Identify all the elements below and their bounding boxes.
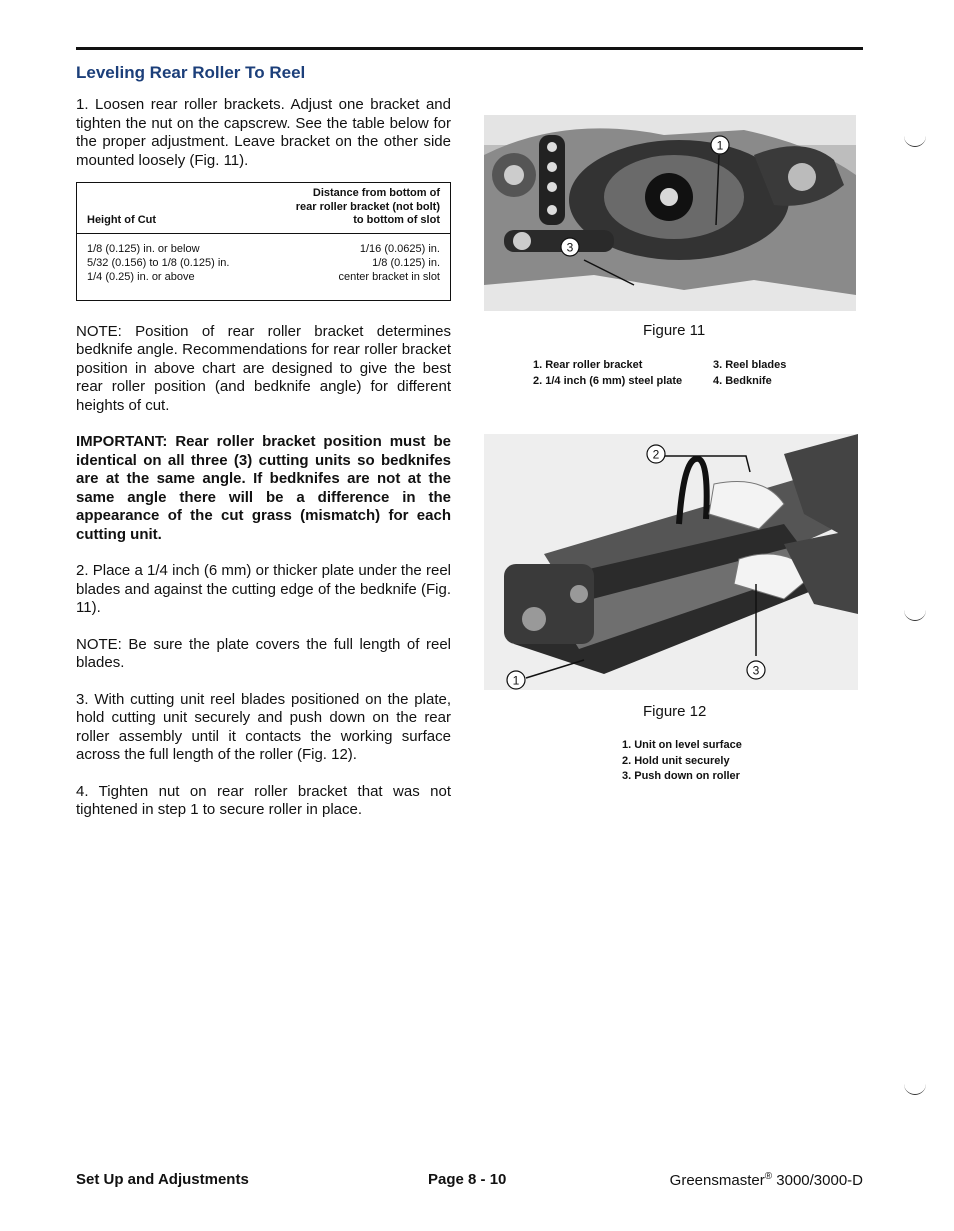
section-title: Leveling Rear Roller To Reel: [76, 63, 306, 82]
step-3: 3. With cutting unit reel blades positioned on the plate, hold cutting unit securely and push down on the rear roller assembly until it contacts the working surface across the full length of the roller (Fig. 12).: [76, 690, 451, 763]
binder-mark: [904, 610, 926, 621]
footer-section: Set Up and Adjustments: [76, 1171, 249, 1188]
legend-item: 1. Unit on level surface: [622, 739, 742, 751]
fig11-callout-1: 1: [716, 138, 724, 153]
fig12-callout-3: 3: [752, 663, 760, 678]
fig12-callout-1: 1: [512, 673, 520, 688]
table-row: 5/32 (0.156) to 1/8 (0.125) in. 1/8 (0.125) in.: [87, 256, 440, 269]
table-row: 1/8 (0.125) in. or below 1/16 (0.0625) in.: [87, 242, 440, 255]
table-header: [77, 183, 450, 234]
legend-item: 1. Rear roller bracket: [533, 359, 643, 371]
legend-item: 4. Bedknife: [713, 374, 772, 387]
step-2: 2. Place a 1/4 inch (6 mm) or thicker plate under the reel blades and against the cutting edge of the bedknife (Fig. 11).: [76, 562, 451, 616]
legend-item: 3. Reel blades: [713, 359, 787, 371]
figure-12-photo: [484, 434, 858, 690]
cutting-unit-illustration: [484, 434, 858, 690]
legend-item: 2. Hold unit securely: [622, 754, 730, 767]
header-height-of-cut: Height of Cut: [87, 214, 157, 226]
instructions-column: [76, 96, 451, 838]
figure-12-legend: [622, 738, 742, 785]
binder-mark: [904, 1084, 926, 1095]
adjustment-table: [76, 182, 451, 301]
important-notice: IMPORTANT: Rear roller bracket position must be identical on all three (3) cutting units so bedknifes are at the same angle. If bedknifes are not at the same angle there will be a difference in the appearance of the cut grass (mismatch) for each cutting unit.: [76, 433, 451, 543]
legend-item: 3. Push down on roller: [622, 770, 740, 782]
fig12-callout-2: 2: [652, 447, 660, 462]
figure-12-title: Figure 12: [643, 703, 707, 720]
reel-bracket-illustration: [484, 115, 856, 311]
note-2: NOTE: Be sure the plate covers the full length of reel blades.: [76, 635, 451, 671]
header-distance: Distance from bottom of rear roller bracket (not bolt) to bottom of slot: [295, 187, 440, 226]
table-row: 1/4 (0.25) in. or above center bracket in slot: [87, 270, 440, 283]
note-1: NOTE: Position of rear roller bracket determines bedknife angle. Recommendations for rear roller bracket position in above chart are designed to give the best rear roller position (and bedknife angle) for different heights of cut.: [76, 322, 451, 414]
figure-11-legend: [533, 358, 803, 389]
figure-11-title: Figure 11: [643, 322, 706, 339]
header-rule: [76, 47, 863, 50]
figure-11-photo: [484, 115, 856, 311]
legend-item: 2. 1/4 inch (6 mm) steel plate: [533, 374, 683, 387]
step-1: 1. Loosen rear roller brackets. Adjust one bracket and tighten the nut on the capscrew. See the table below for the proper adjustment. Leave bracket on the other side mounted loosely (Fig. 11).: [76, 96, 451, 169]
binder-mark: [904, 136, 926, 147]
step-4: 4. Tighten nut on rear roller bracket that was not tightened in step 1 to secure roller in place.: [76, 782, 451, 818]
fig11-callout-3: 3: [566, 240, 574, 255]
footer-product: Greensmaster® 3000/3000-D: [669, 1171, 863, 1189]
table-body: [77, 234, 450, 300]
footer-page-number: Page 8 - 10: [428, 1171, 507, 1188]
